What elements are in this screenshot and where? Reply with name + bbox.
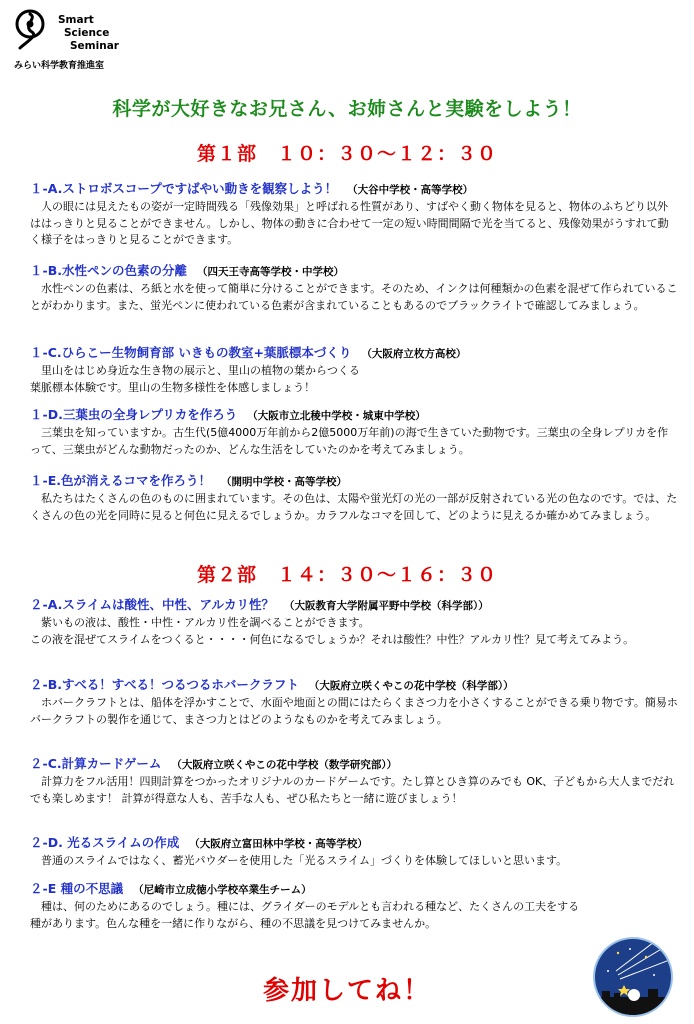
logo-line-3: Seminar <box>70 40 119 52</box>
logo <box>14 8 124 70</box>
item-school: （尼崎市立成徳小学校卒業生チーム） <box>133 884 312 896</box>
item-title: １-D.三葉虫の全身レプリカを作ろう <box>30 407 238 422</box>
logo-wordmark <box>58 14 119 53</box>
item-description: ホバークラフトとは、船体を浮かすことで、水面や地面との間にはたらくまさつ力を小さくすることができる乗り物です。簡易ホバークラフトの製作を通じて、まさつ力とはどのようなものかを考えてみましょう。 <box>30 696 678 726</box>
item-title: １-B.水性ペンの色素の分離 <box>30 263 187 278</box>
item-school: （開明中学校・高等学校） <box>220 476 347 488</box>
session-2-item-d <box>30 834 678 870</box>
item-description: 私たちはたくさんの色のものに囲まれています。その色は、太陽や蛍光灯の光の一部が反射されている光の色なのです。では、たくさんの色の光を同時に見ると何色に見えるでしょうか。カラフルなコマを回して、どのように見えるか確かめてみましょう。 <box>30 492 678 522</box>
session-1-item-e <box>30 472 678 524</box>
item-school: （大谷中学校・高等学校） <box>347 184 474 196</box>
item-school: （大阪教育大学附属平野中学校（科学部）） <box>283 600 489 612</box>
item-title: ２-B.すべる！すべる！つるつるホバークラフト <box>30 677 299 692</box>
night-sky-badge-icon <box>588 935 678 1020</box>
item-title: １-E.色が消えるコマを作ろう！ <box>30 473 211 488</box>
session-1-item-c <box>30 344 678 396</box>
call-to-action: 参加してね！ <box>262 976 431 1006</box>
logo-line-1: Smart <box>58 14 94 26</box>
item-title: ２-D. 光るスライムの作成 <box>30 835 180 850</box>
logo-swirl-icon <box>14 8 52 54</box>
item-description: 紫いもの液は、酸性・中性・アルカリ性を調べることができます。 <box>41 616 370 629</box>
item-school: （四天王寺高等学校・中学校） <box>196 266 344 278</box>
logo-subtitle: みらい科学教育推進室 <box>14 61 105 71</box>
page-headline: 科学が大好きなお兄さん、お姉さんと実験をしよう！ <box>112 98 582 120</box>
item-description: 里山をはじめ身近な生き物の展示と、里山の植物の葉からつくる <box>41 364 360 377</box>
item-description: 葉脈標本体験です。里山の生物多様性を体感しましょう！ <box>30 380 316 394</box>
item-description: 種は、何のためにあるのでしょう。種には、グライダーのモデルとも言われる種など、たくさんの工夫をする種があります。色んな種を一緒に作りながら、種の不思議を見つけてみませんか。 <box>30 900 580 930</box>
item-school: （大阪府立咲くやこの花中学校（数学研究部）） <box>171 759 398 771</box>
item-school: （大阪府立咲くやこの花中学校（科学部）） <box>308 680 514 692</box>
session-1-item-a <box>30 180 678 249</box>
item-school: （大阪府立枚方高校） <box>361 348 467 360</box>
item-description: 計算力をフル活用！四則計算をつかったオリジナルのカードゲームです。たし算とひき算のみでも OK、子どもから大人までだれでも楽しめます！ 計算が得意な人も、苦手な人も、ぜひ私たちと一緒に遊びましょう！ <box>30 775 675 805</box>
item-description: 普通のスライムではなく、蓄光パウダーを使用した「光るスライム」づくりを体験してほしいと思います。 <box>41 854 568 867</box>
session-1-title: 第１部 １０：３０～１２：３０ <box>196 143 497 165</box>
item-description: この液を混ぜてスライムをつくると・・・・何色になるでしょうか？それは酸性？中性？アルカリ性？見て考えてみよう。 <box>30 632 635 646</box>
session-1-item-d <box>30 406 678 458</box>
logo-line-2: Science <box>64 27 110 39</box>
session-2-item-e <box>30 880 678 932</box>
item-title: １-C.ひらこー生物飼育部 いきもの教室+葉脈標本づくり <box>30 345 352 360</box>
item-description: 三葉虫を知っていますか。古生代(5億4000万年前から2億5000万年前)の海で生きていた動物です。三葉虫の全身レプリカを作って、三葉虫がどんな動物だったのか、どんな生活をしていたのかを考えてみましょう。 <box>30 426 669 456</box>
session-2-item-c <box>30 755 678 807</box>
item-description: 人の眼には見えたもの姿が一定時間残る「残像効果」と呼ばれる性質があり、すばやく動く物体を見ると、物体のふちどり以外ははっきりと見ることができません。しかし、物体の動きに合わせて一定の短い時間間隔で光を当てると、残像効果がうすれて動く様子をはっきりと見ることができます。 <box>30 200 669 246</box>
item-title: ２-A.スライムは酸性、中性、アルカリ性？ <box>30 597 274 612</box>
session-2-item-b <box>30 676 678 728</box>
session-1-item-b <box>30 262 678 314</box>
item-title: １-A.ストロボスコープですばやい動きを観察しよう！ <box>30 181 338 196</box>
item-title: ２-E 種の不思議 <box>30 881 124 896</box>
session-2-title: 第２部 １４：３０～１６：３０ <box>196 564 497 586</box>
session-2-item-a <box>30 596 678 648</box>
item-school: （大阪市立北稜中学校・城東中学校） <box>247 410 426 422</box>
item-school: （大阪府立富田林中学校・高等学校） <box>189 838 368 850</box>
item-description: 水性ペンの色素は、ろ紙と水を使って簡単に分けることができます。そのため、インクは何種類かの色素を混ぜて作られていることがわかります。また、蛍光ペンに使われている色素が含まれていることもあるのでブラックライトで確認してみましょう。 <box>30 282 678 312</box>
item-title: ２-C.計算カードゲーム <box>30 756 162 771</box>
